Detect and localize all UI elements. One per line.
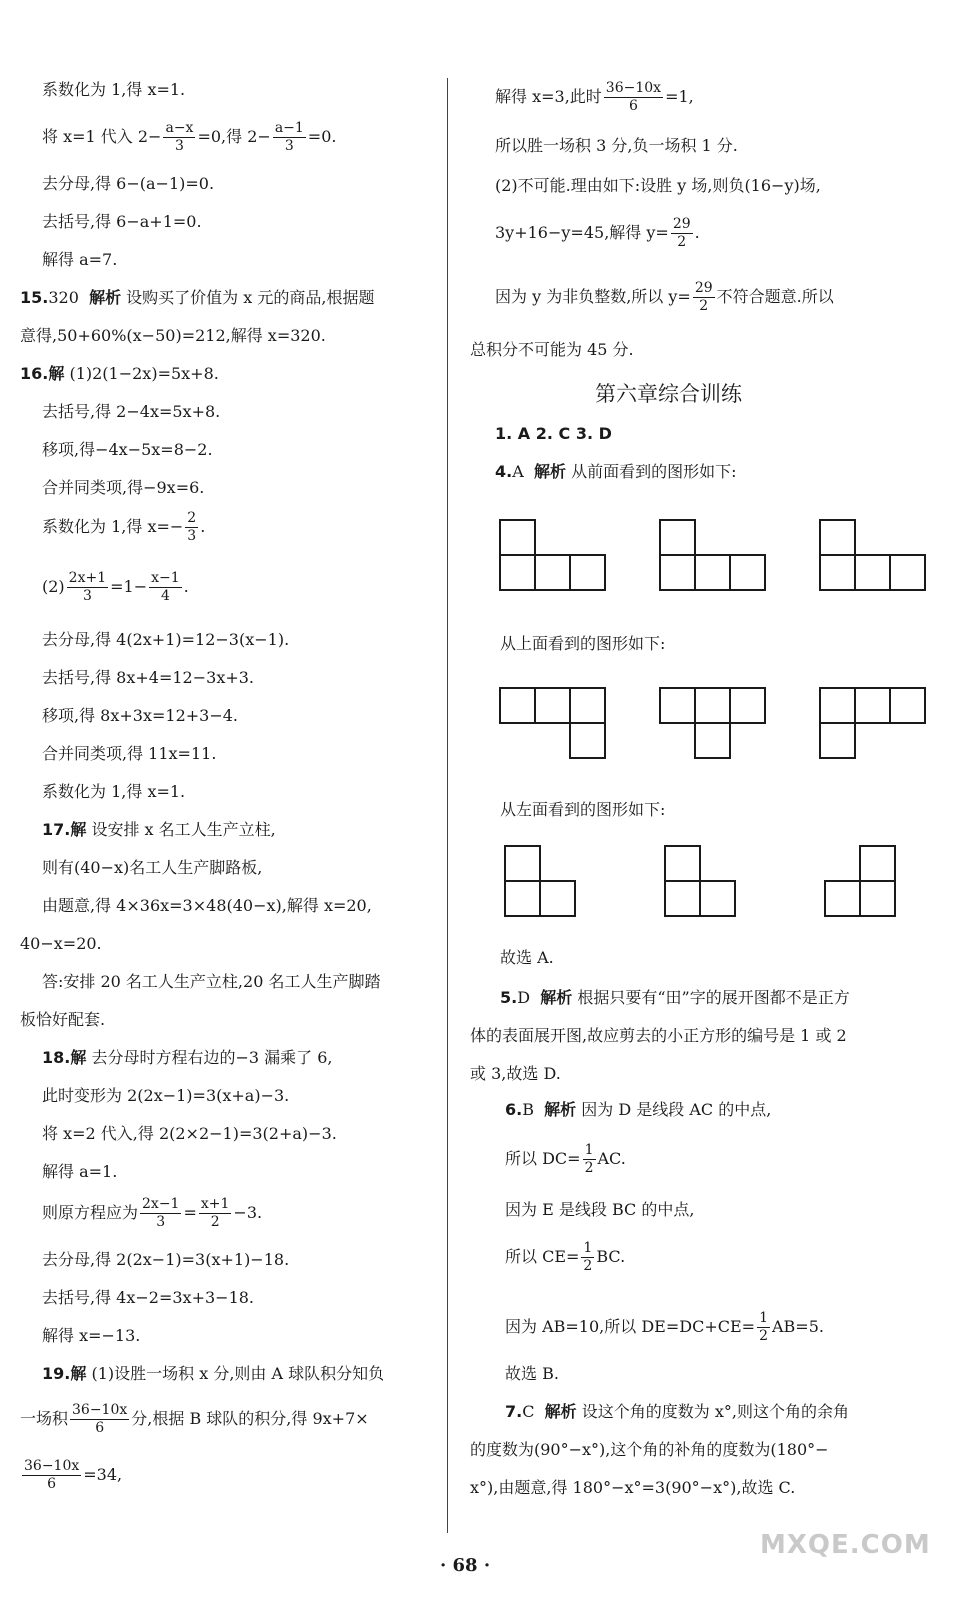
text-line: 从左面看到的图形如下:: [500, 800, 666, 819]
text-line: 解得 a=7.: [42, 250, 118, 269]
text-line: 去括号,得 8x+4=12−3x+3.: [42, 668, 255, 687]
analysis-tag: 解析: [89, 288, 122, 307]
front-view-figure-2: [660, 520, 765, 590]
square: [505, 846, 540, 881]
square: [855, 688, 890, 723]
square: [665, 881, 700, 916]
numerator: 2: [187, 510, 197, 526]
analysis-tag: 解析: [533, 462, 566, 481]
text-span: =0,得 2−: [197, 127, 271, 146]
left-view-figure-1: [505, 846, 575, 916]
text-line: 解得 a=1.: [42, 1162, 118, 1181]
denominator: 2: [210, 1214, 220, 1230]
text-span: 去分母时方程右边的−3 漏乘了 6,: [91, 1048, 333, 1067]
fraction: [273, 120, 306, 155]
text-span: 系数化为 1,得 x=−: [42, 517, 184, 536]
square: [570, 688, 605, 723]
question-number: 16.: [20, 364, 49, 383]
numerator: x−1: [151, 570, 180, 586]
numerator: 1: [759, 1310, 768, 1326]
square: [820, 688, 855, 723]
answer: D: [517, 988, 531, 1007]
text-line: [495, 78, 694, 116]
answer: C: [522, 1402, 535, 1421]
text-line: [20, 1456, 122, 1494]
text-line: 去分母,得 6−(a−1)=0.: [42, 174, 215, 193]
text-line: 合并同类项,得−9x=6.: [42, 478, 205, 497]
denominator: 6: [95, 1420, 105, 1436]
text-line: [20, 1400, 369, 1438]
denominator: 2: [583, 1258, 593, 1274]
text-line: 所以胜一场积 3 分,负一场积 1 分.: [495, 136, 738, 155]
text-line: 去括号,得 4x−2=3x+3−18.: [42, 1288, 255, 1307]
square: [695, 723, 730, 758]
text-span: =1−: [110, 577, 148, 596]
square: [890, 688, 925, 723]
text-span: 将 x=1 代入 2−: [42, 127, 162, 146]
text-line: [505, 1308, 824, 1346]
numerator: 36−10x: [605, 80, 662, 96]
question-7: [505, 1400, 849, 1424]
square: [825, 881, 860, 916]
text-line: 去分母,得 4(2x+1)=12−3(x−1).: [42, 630, 290, 649]
text-line: 去分母,得 2(2x−1)=3(x+1)−18.: [42, 1250, 290, 1269]
answer: A: [512, 462, 524, 481]
question-15: [20, 286, 374, 310]
text-line: 系数化为 1,得 x=1.: [42, 782, 186, 801]
text-line: [42, 118, 336, 156]
numerator: 2x−1: [142, 1196, 180, 1212]
text-line: (2)不可能.理由如下:设胜 y 场,则负(16−y)场,: [495, 176, 821, 195]
answers-1-3: 1. A 2. C 3. D: [495, 424, 612, 443]
question-number: 5.: [500, 988, 518, 1007]
text-span: =1,: [665, 87, 694, 106]
text-line: 板恰好配套.: [20, 1010, 106, 1029]
text-span: =34,: [83, 1465, 123, 1484]
question-6: [505, 1098, 771, 1122]
text-line: 解得 x=−13.: [42, 1326, 141, 1345]
watermark: MXQE.COM: [760, 1530, 931, 1560]
square: [855, 555, 890, 590]
left-view-figure-2: [665, 846, 735, 916]
text-line: 则有(40−x)名工人生产脚路板,: [42, 858, 263, 877]
denominator: 2: [699, 298, 709, 314]
fraction: [199, 1196, 232, 1231]
text-span: 所以 DC=: [505, 1149, 581, 1168]
square: [860, 846, 895, 881]
text-span: BC.: [596, 1247, 626, 1266]
question-17: [42, 818, 276, 842]
numerator: 1: [584, 1142, 594, 1158]
numerator: 29: [694, 280, 713, 296]
square: [700, 881, 735, 916]
text-line: 从上面看到的图形如下:: [500, 634, 666, 653]
text-line: 意得,50+60%(x−50)=212,解得 x=320.: [20, 326, 326, 345]
fraction: [757, 1310, 770, 1345]
text-line: [505, 1140, 626, 1178]
square: [890, 555, 925, 590]
text-span: (2): [42, 577, 65, 596]
question-4: [495, 460, 736, 484]
question-5: [500, 986, 850, 1010]
question-number: 17.: [42, 820, 71, 839]
text-line: 去括号,得 2−4x=5x+8.: [42, 402, 221, 421]
square: [570, 723, 605, 758]
top-view-figure-1: [500, 688, 605, 758]
text-line: x°),由题意,得 180°−x°=3(90°−x°),故选 C.: [470, 1478, 796, 1497]
numerator: a−x: [165, 120, 194, 136]
question-number: 15.: [20, 288, 49, 307]
question-number: 4.: [495, 462, 513, 481]
front-view-figure-3: [820, 520, 925, 590]
fraction: [185, 510, 198, 545]
question-number: 6.: [505, 1100, 523, 1119]
text-line: [42, 508, 205, 546]
text-line: [505, 1238, 625, 1276]
text-span: 一场积: [20, 1409, 69, 1428]
text-line: 总积分不可能为 45 分.: [470, 340, 634, 359]
text-line: [495, 214, 700, 252]
square: [660, 520, 695, 555]
front-view-figures: [495, 515, 935, 595]
question-number: 19.: [42, 1364, 71, 1383]
text-line: 故选 B.: [505, 1364, 559, 1383]
square: [660, 688, 695, 723]
text-line: 去括号,得 6−a+1=0.: [42, 212, 202, 231]
text-line: 此时变形为 2(2x−1)=3(x+a)−3.: [42, 1086, 290, 1105]
fraction: [140, 1196, 181, 1231]
denominator: 6: [628, 98, 638, 114]
text-span: .: [183, 577, 189, 596]
denominator: 2: [759, 1328, 768, 1344]
text-line: 答:安排 20 名工人生产立柱,20 名工人生产脚踏: [42, 972, 381, 991]
analysis-tag: 解析: [540, 988, 573, 1007]
text-span: AB=5.: [771, 1317, 824, 1336]
square: [730, 555, 765, 590]
square: [820, 520, 855, 555]
text-span: 因为 D 是线段 AC 的中点,: [581, 1100, 772, 1119]
denominator: 3: [82, 588, 92, 604]
solution-tag: 解: [70, 820, 87, 839]
numerator: a−1: [274, 120, 304, 136]
text-span: 所以 CE=: [505, 1247, 580, 1266]
text-span: (1)设胜一场积 x 分,则由 A 球队积分知负: [91, 1364, 385, 1383]
square: [820, 555, 855, 590]
text-line: 40−x=20.: [20, 934, 102, 953]
text-span: 分,根据 B 球队的积分,得 9x+7×: [131, 1409, 369, 1428]
square: [860, 881, 895, 916]
fraction: [149, 570, 182, 605]
solution-tag: 解: [70, 1048, 87, 1067]
answer: B: [522, 1100, 534, 1119]
question-16: [20, 362, 219, 386]
text-line: [42, 568, 189, 606]
denominator: 6: [47, 1476, 57, 1492]
numerator: 2x+1: [68, 570, 107, 586]
text-span: 则原方程应为: [42, 1203, 139, 1222]
denominator: 3: [284, 138, 294, 154]
square: [540, 881, 575, 916]
square: [500, 688, 535, 723]
fraction: [163, 120, 195, 155]
square: [505, 881, 540, 916]
numerator: 1: [583, 1240, 593, 1256]
section-heading: 第六章综合训练: [595, 382, 742, 406]
fraction: [671, 216, 693, 251]
solution-tag: 解: [48, 364, 65, 383]
text-line: 的度数为(90°−x°),这个角的补角的度数为(180°−: [470, 1440, 829, 1459]
text-span: 因为 AB=10,所以 DE=DC+CE=: [505, 1317, 756, 1336]
text-span: .: [200, 517, 206, 536]
text-span: (1)2(1−2x)=5x+8.: [69, 364, 219, 383]
text-line: 由题意,得 4×36x=3×48(40−x),解得 x=20,: [42, 896, 372, 915]
square: [500, 520, 535, 555]
denominator: 3: [187, 528, 197, 544]
denominator: 3: [156, 1214, 166, 1230]
numerator: 36−10x: [24, 1458, 80, 1474]
text-span: −3.: [233, 1203, 263, 1222]
question-18: [42, 1046, 332, 1070]
text-span: =: [183, 1203, 197, 1222]
answer: 320: [48, 288, 79, 307]
denominator: 2: [677, 234, 687, 250]
text-line: [495, 278, 834, 316]
left-view-figure-3: [825, 846, 895, 916]
top-view-figures: [495, 683, 935, 763]
text-span: AC.: [597, 1149, 626, 1168]
column-divider: [447, 78, 448, 1533]
text-span: 不符合题意.所以: [716, 287, 834, 306]
question-19: [42, 1362, 384, 1386]
fraction: [581, 1240, 594, 1275]
left-view-figures: [495, 841, 935, 921]
front-view-figure-1: [500, 520, 605, 590]
text-span: 设这个角的度数为 x°,则这个角的余角: [581, 1402, 849, 1421]
analysis-tag: 解析: [544, 1402, 577, 1421]
square: [695, 555, 730, 590]
text-line: 移项,得−4x−5x=8−2.: [42, 440, 213, 459]
text-span: 解得 x=3,此时: [495, 87, 602, 106]
question-number: 18.: [42, 1048, 71, 1067]
numerator: 36−10x: [72, 1402, 128, 1418]
denominator: 3: [175, 138, 184, 154]
text-line: 合并同类项,得 11x=11.: [42, 744, 217, 763]
question-number: 7.: [505, 1402, 523, 1421]
fraction: [583, 1142, 596, 1177]
fraction: [604, 80, 663, 115]
text-line: 移项,得 8x+3x=12+3−4.: [42, 706, 239, 725]
text-line: 或 3,故选 D.: [470, 1064, 561, 1083]
square: [695, 688, 730, 723]
fraction: [693, 280, 715, 315]
square: [500, 555, 535, 590]
text-span: .: [694, 223, 700, 242]
numerator: x+1: [200, 1196, 230, 1212]
fraction: [70, 1402, 129, 1437]
text-line: 系数化为 1,得 x=1.: [42, 80, 186, 99]
text-span: 设安排 x 名工人生产立柱,: [91, 820, 276, 839]
solution-tag: 解: [70, 1364, 87, 1383]
text-span: =0.: [307, 127, 337, 146]
text-span: 根据只要有“田”字的展开图都不是正方: [577, 988, 850, 1007]
fraction: [22, 1458, 81, 1493]
text-line: 因为 E 是线段 BC 的中点,: [505, 1200, 695, 1219]
square: [570, 555, 605, 590]
square: [665, 846, 700, 881]
page-number: · 68 ·: [440, 1555, 491, 1576]
text-span: 因为 y 为非负整数,所以 y=: [495, 287, 691, 306]
text-line: [42, 1194, 262, 1232]
analysis-tag: 解析: [544, 1100, 577, 1119]
square: [820, 723, 855, 758]
fraction: [67, 570, 108, 605]
top-view-figure-2: [660, 688, 765, 758]
text-line: 体的表面展开图,故应剪去的小正方形的编号是 1 或 2: [470, 1026, 847, 1045]
text-line: 将 x=2 代入,得 2(2×2−1)=3(2+a)−3.: [42, 1124, 337, 1143]
numerator: 29: [672, 216, 691, 232]
text-span: 3y+16−y=45,解得 y=: [495, 223, 669, 242]
denominator: 2: [584, 1160, 594, 1176]
text-line: 故选 A.: [500, 948, 554, 967]
text-span: 设购买了价值为 x 元的商品,根据题: [126, 288, 375, 307]
text-span: 从前面看到的图形如下:: [571, 462, 737, 481]
square: [730, 688, 765, 723]
square: [535, 688, 570, 723]
square: [535, 555, 570, 590]
top-view-figure-3: [820, 688, 925, 758]
denominator: 4: [160, 588, 170, 604]
square: [660, 555, 695, 590]
